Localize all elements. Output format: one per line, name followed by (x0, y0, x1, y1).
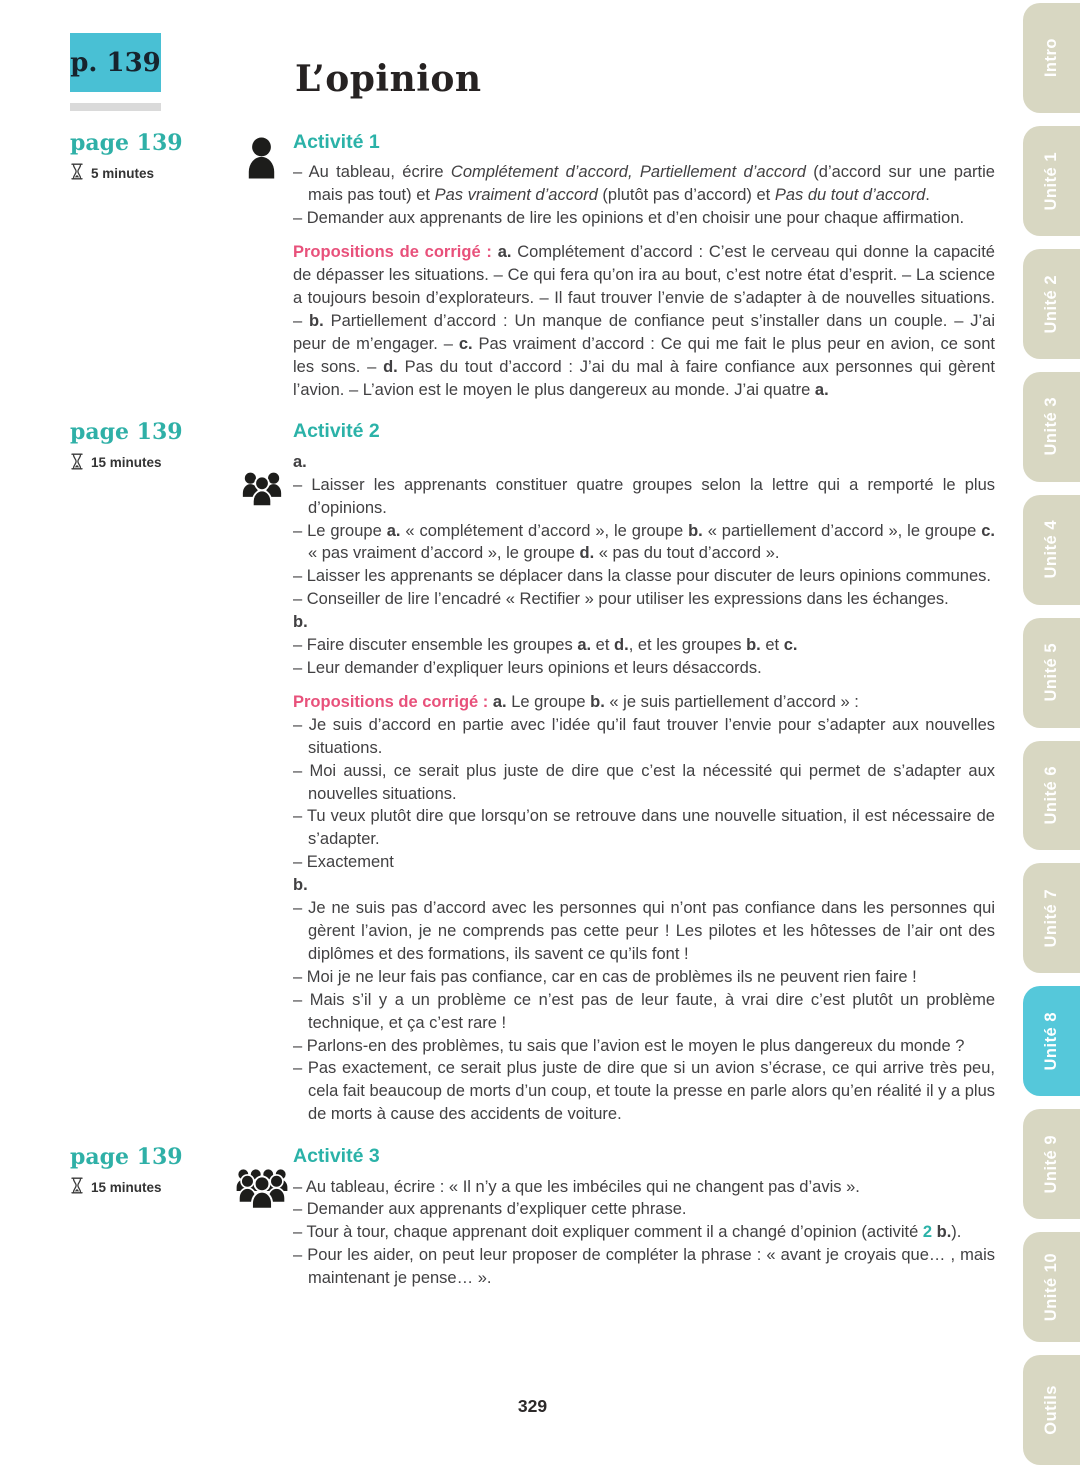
tab-label: Intro (1042, 38, 1060, 78)
duration-text: 15 minutes (91, 455, 162, 471)
instruction-item: – Leur demander d’expliquer leurs opinions et leurs désaccords. (293, 659, 762, 677)
activity-margin (70, 1145, 230, 1197)
tab-unité-6 (1023, 741, 1080, 851)
duration (70, 1177, 230, 1197)
page-number-box-shadow (70, 103, 161, 111)
tab-label: Unité 8 (1042, 1012, 1060, 1071)
tab-unité-2 (1023, 249, 1080, 359)
tab-unité-3 (1023, 372, 1080, 482)
unit-tabs (1023, 0, 1080, 1465)
activity-body (293, 1145, 995, 1290)
tab-label: Unité 4 (1042, 520, 1060, 579)
page-reference-label: page 139 (70, 419, 183, 446)
activity-icon-column (230, 420, 293, 512)
tab-unité-7 (1023, 863, 1080, 973)
instruction-item: – Au tableau, écrire : « Il n’y a que les imbéciles qui ne changent pas d’avis ». (293, 1177, 860, 1196)
instruction-item: – Le groupe a. « complétement d’accord », le groupe b. « partiellement d’accord », le groupe c. « pas vraiment d’accord », le groupe d. « pas du tout d’accord ». (293, 521, 995, 563)
instruction-item: – Tu veux plutôt dire que lorsqu’on se retrouve dans une nouvelle situation, il est nécessaire de s’adapter. (293, 807, 995, 849)
tab-unité-10 (1023, 1232, 1080, 1342)
tab-label: Unité 1 (1042, 151, 1060, 211)
page-header (70, 33, 995, 111)
activity-body (293, 131, 995, 401)
instruction-item: – Parlons-en des problèmes, tu sais que l’avion est le moyen le plus dangereux du monde ? (293, 1036, 965, 1055)
duration-text: 15 minutes (91, 1179, 162, 1195)
tab-label: Unité 9 (1042, 1135, 1060, 1194)
instruction-item: – Je ne suis pas d’accord avec les personnes qui n’ont pas confiance dans les personnes qui gèrent l’avion, je ne comprends pas cette peur ! Les pilotes et les hôtesses de l’air ont des diplômes et des formations, ils savent ce qu’ils font ! (293, 899, 995, 963)
activity-margin (70, 131, 230, 183)
page-number-corner (70, 33, 161, 111)
page-reference-label: page 139 (70, 1144, 183, 1171)
instruction-item: – Laisser les apprenants constituer quatre groupes selon la lettre qui a remporté le plus d’opinions. (293, 475, 995, 517)
footer-page-number: 329 (517, 1396, 548, 1416)
instruction-item: – Pas exactement, ce serait plus juste de dire que si un avion s’écrase, ce qui arrive très peu, cela fait beaucoup de morts d’un coup, et toute la presse en parle alors qu’en réalité il y a plus de morts à cause des accidents de voiture. (293, 1059, 995, 1124)
tab-label: Unité 5 (1042, 643, 1060, 702)
activity-1 (70, 131, 995, 401)
hourglass-icon (70, 1177, 84, 1197)
sub-item-label: b. (293, 613, 308, 632)
duration (70, 163, 230, 183)
person-icon (247, 137, 276, 184)
instruction-item: – Faire discuter ensemble les groupes a. et d., et les groupes b. et c. (293, 636, 798, 655)
instruction-item: – Mais s’il y a un problème ce n’est pas de leur faute, à vrai dire c’est plutôt un problème technique, et ça c’est rare ! (293, 990, 995, 1032)
instruction-item: – Laisser les apprenants se déplacer dans la classe pour discuter de leurs opinions communes. (293, 567, 991, 586)
lesson-title: L’opinion (295, 58, 482, 100)
instruction-item: – Au tableau, écrire Complétement d’accord, Partiellement d’accord (d’accord sur une partie mais pas tout) et Pas vraiment d’accord (plutôt pas d’accord) et Pas du tout d’accord. (293, 163, 995, 205)
instruction-item: – Pour les aider, on peut leur proposer de compléter la phrase : « avant je croyais que… , mais maintenant je pense… ». (293, 1246, 995, 1288)
instruction-item: – Je suis d’accord en partie avec l’idée qu’il faut trouver l’envie pour s’adapter aux nouvelles situations. (293, 715, 995, 757)
group-6-icon (235, 1169, 289, 1215)
activity-heading: Activité 2 (293, 420, 380, 443)
tab-unité-9 (1023, 1109, 1080, 1219)
instruction-item: – Conseiller de lire l’encadré « Rectifier » pour utiliser les expressions dans les échanges. (293, 590, 949, 609)
instruction-item: – Demander aux apprenants d’expliquer cette phrase. (293, 1200, 687, 1219)
tab-label: Unité 3 (1042, 397, 1060, 456)
tab-label: Unité 2 (1042, 274, 1060, 334)
instruction-item: – Tour à tour, chaque apprenant doit expliquer comment il a changé d’opinion (activité 2 b.). (293, 1223, 962, 1242)
tab-label: Unité 6 (1042, 766, 1060, 825)
tab-outils (1023, 1355, 1080, 1465)
sub-item-label: a. (293, 452, 307, 471)
instruction-item: – Exactement (293, 853, 394, 872)
duration-text: 5 minutes (91, 165, 155, 181)
activity-heading: Activité 1 (293, 131, 380, 153)
tab-unité-5 (1023, 618, 1080, 728)
tab-label: Unité 10 (1042, 1253, 1060, 1322)
tab-label: Unité 7 (1042, 889, 1060, 948)
page-reference-label: page 139 (70, 130, 183, 156)
group-3-icon (240, 472, 284, 512)
content-column (70, 33, 995, 1290)
activity-icon-column (230, 131, 293, 184)
instruction-item: – Moi je ne leur fais pas confiance, car en cas de problèmes ils ne peuvent rien faire ! (293, 967, 917, 986)
tab-unité-4 (1023, 495, 1080, 605)
tab-unité-8 (1023, 986, 1080, 1096)
tab-label: Outils (1042, 1385, 1060, 1435)
tab-unité-1 (1023, 126, 1080, 236)
hourglass-icon (70, 163, 84, 183)
activity-icon-column (230, 1145, 293, 1215)
activity-2 (70, 420, 995, 1126)
instruction-item: – Demander aux apprenants de lire les opinions et d’en choisir une pour chaque affirmation. (293, 209, 965, 228)
instruction-item: – Moi aussi, ce serait plus juste de dire que c’est la nécessité qui permet de s’adapter aux nouvelles situations. (293, 761, 995, 803)
answer-key-paragraph: Propositions de corrigé : a. Complétement d’accord : C’est le cerveau qui donne la capacité de dépasser les situations. – Ce qui fera qu’on ira au bout, c’est notre état d’esprit. – La science a toujours besoin d’explorateurs. – Il faut trouver l’envie de s’adapter à de nouvelles situations. – b. Partiellement d’accord : Un manque de confiance peut s’installer dans un couple. – J’ai peur de m’engager. – c. Pas vraiment d’accord : Ce qui me fait le plus peur en avion, ce sont les sons. – d. Pas du tout d’accord : J’ai du mal à faire confiance aux personnes qui gèrent l’avion. – L’avion est le moyen le plus dangereux au monde. J’ai quatre a. (293, 243, 996, 399)
page-number-box: p. 139 (70, 33, 161, 92)
activity-3 (70, 1145, 995, 1290)
hourglass-icon (70, 453, 84, 473)
answer-key-paragraph: Propositions de corrigé : a. Le groupe b. « je suis partiellement d’accord » : (293, 692, 859, 711)
activity-heading: Activité 3 (293, 1145, 380, 1168)
page-footer (70, 1396, 995, 1417)
sub-item-label: b. (293, 876, 308, 895)
activities (70, 131, 995, 1290)
activity-body (293, 420, 995, 1126)
activity-margin (70, 420, 230, 472)
tab-intro (1023, 3, 1080, 113)
duration (70, 453, 230, 473)
